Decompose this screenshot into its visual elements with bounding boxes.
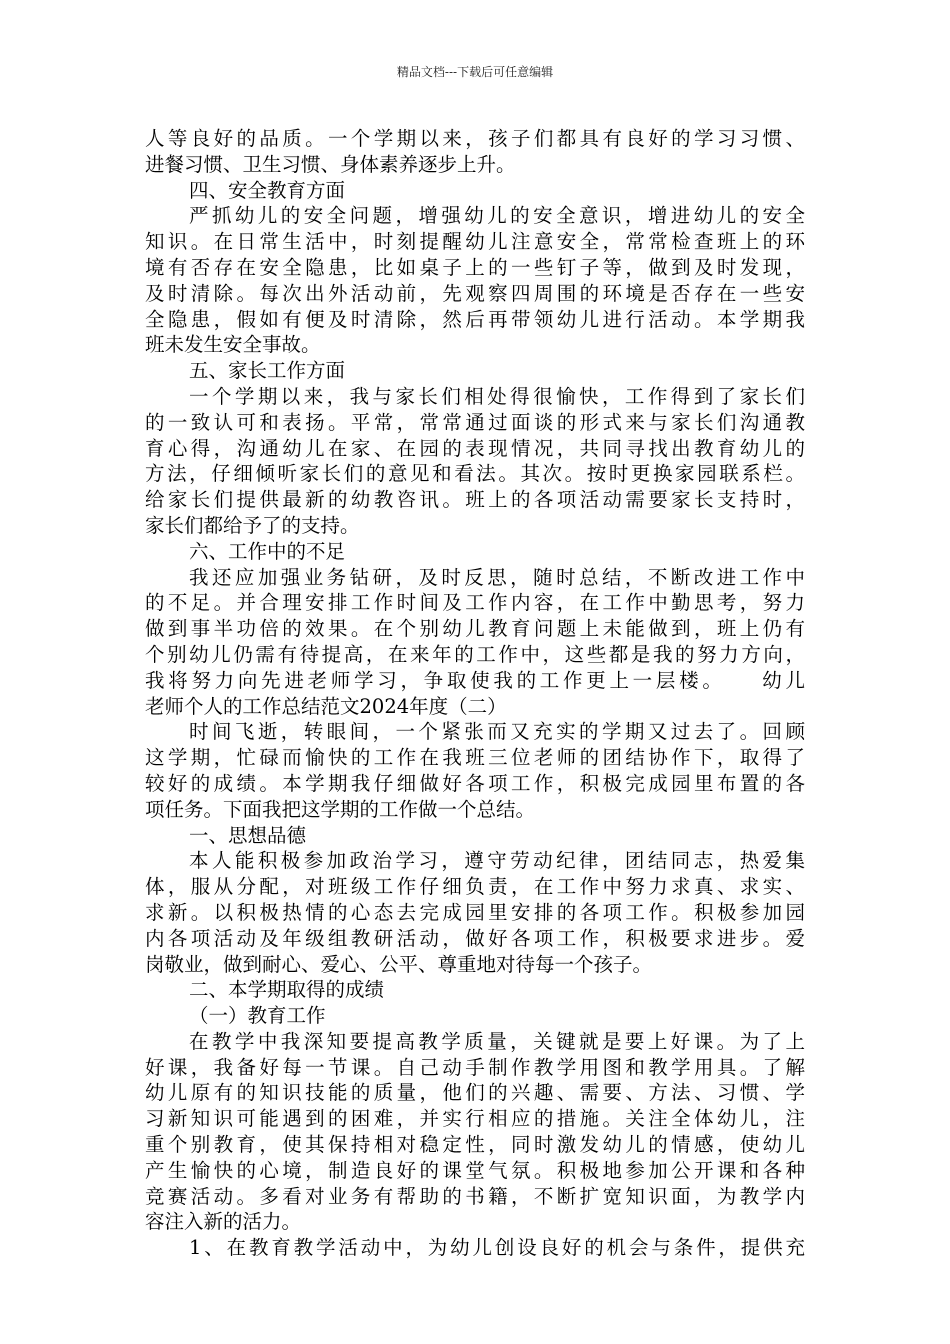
text-line: 本人能积极参加政治学习，遵守劳动纪律，团结同志，热爱集 <box>189 849 805 873</box>
text-line: 我还应加强业务钻研，及时反思，随时总结，不断改进工作中 <box>189 565 805 589</box>
text-line: 在教学中我深知要提高教学质量，关键就是要上好课。为了上 <box>189 1029 805 1053</box>
text-line: 严抓幼儿的安全问题，增强幼儿的安全意识，增进幼儿的安全 <box>189 204 805 228</box>
text-line: 境有否存在安全隐患，比如桌子上的一些钉子等，做到及时发现， <box>145 255 805 279</box>
text-line: 全隐患，假如有便及时清除，然后再带领幼儿进行活动。本学期我 <box>145 307 805 331</box>
text-line: 项任务。下面我把这学期的工作做一个总结。 <box>145 797 536 821</box>
text-line: 进餐习惯、卫生习惯、身体素养逐步上升。 <box>145 152 516 176</box>
text-line: 重个别教育，使其保持相对稳定性，同时激发幼儿的情感，使幼儿 <box>145 1133 805 1157</box>
text-line: 习新知识可能遇到的困难，并实行相应的措施。关注全体幼儿，注 <box>145 1107 805 1131</box>
text-line: 方法，仔细倾听家长们的意见和看法。其次。按时更换家园联系栏。 <box>145 462 805 486</box>
text-line: 老师个人的工作总结范文2024年度（二） <box>145 694 507 718</box>
section-heading: 一、思想品德 <box>189 823 307 847</box>
text-line: 家长们都给予了的支持。 <box>145 513 360 537</box>
text-line: 给家长们提供最新的幼教咨讯。班上的各项活动需要家长支持时， <box>145 488 805 512</box>
text-line: 时间飞逝，转眼间，一个紧张而又充实的学期又过去了。回顾 <box>189 720 805 744</box>
text-line: 较好的成绩。本学期我仔细做好各项工作，积极完成园里布置的各 <box>145 771 805 795</box>
text-line: 一个学期以来，我与家长们相处得很愉快，工作得到了家长们 <box>189 384 805 408</box>
text-line: 求新。以积极热情的心态去完成园里安排的各项工作。积极参加园 <box>145 900 805 924</box>
text-line: 幼儿原有的知识技能的质量，他们的兴趣、需要、方法、习惯、学 <box>145 1081 805 1105</box>
subsection-heading: （一）教育工作 <box>189 1004 326 1028</box>
text-line: 竞赛活动。多看对业务有帮助的书籍，不断扩宽知识面，为教学内 <box>145 1184 805 1208</box>
text-line: 个别幼儿仍需有待提高，在来年的工作中，这些都是我的努力方向， <box>145 642 805 666</box>
section-heading: 二、本学期取得的成绩 <box>189 978 385 1002</box>
text-line: 的不足。并合理安排工作时间及工作内容，在工作中勤思考，努力 <box>145 591 805 615</box>
text-line: 产生愉快的心境，制造良好的课堂气氛。积极地参加公开课和各种 <box>145 1158 805 1182</box>
text-line: 体，服从分配，对班级工作仔细负责，在工作中努力求真、求实、 <box>145 875 805 899</box>
text-line: 1、在教育教学活动中，为幼儿创设良好的机会与条件，提供充 <box>189 1236 805 1260</box>
text-line: 我将努力向先进老师学习，争取使我的工作更上一层楼。 幼儿 <box>145 668 805 692</box>
text-line: 人等良好的品质。一个学期以来，孩子们都具有良好的学习习惯、 <box>145 127 805 150</box>
text-line: 及时清除。每次出外活动前，先观察四周围的环境是否存在一些安 <box>145 281 805 305</box>
text-line: 容注入新的活力。 <box>145 1210 302 1234</box>
text-line: 做到事半功倍的效果。在个别幼儿教育问题上未能做到，班上仍有 <box>145 617 805 641</box>
section-heading: 四、安全教育方面 <box>189 178 346 202</box>
text-line: 好课，我备好每一节课。自己动手制作教学用图和教学用具。了解 <box>145 1055 805 1079</box>
section-heading: 六、工作中的不足 <box>189 539 346 563</box>
text-line: 岗敬业，做到耐心、爱心、公平、尊重地对待每一个孩子。 <box>145 952 653 976</box>
text-line: 班未发生安全事故。 <box>145 333 321 357</box>
section-heading: 五、家长工作方面 <box>189 359 346 383</box>
text-line: 知识。在日常生活中，时刻提醒幼儿注意安全，常常检查班上的环 <box>145 230 805 254</box>
page-header: 精品文档---下载后可任意编辑 <box>396 65 554 79</box>
text-line: 这学期，忙碌而愉快的工作在我班三位老师的团结协作下，取得了 <box>145 746 805 770</box>
text-line: 内各项活动及年级组教研活动，做好各项工作，积极要求进步。爱 <box>145 926 805 950</box>
text-line: 的一致认可和表扬。平常，常常通过面谈的形式来与家长们沟通教 <box>145 410 805 434</box>
document-body <box>145 126 805 1261</box>
text-line: 育心得，沟通幼儿在家、在园的表现情况，共同寻找出教育幼儿的 <box>145 436 805 460</box>
